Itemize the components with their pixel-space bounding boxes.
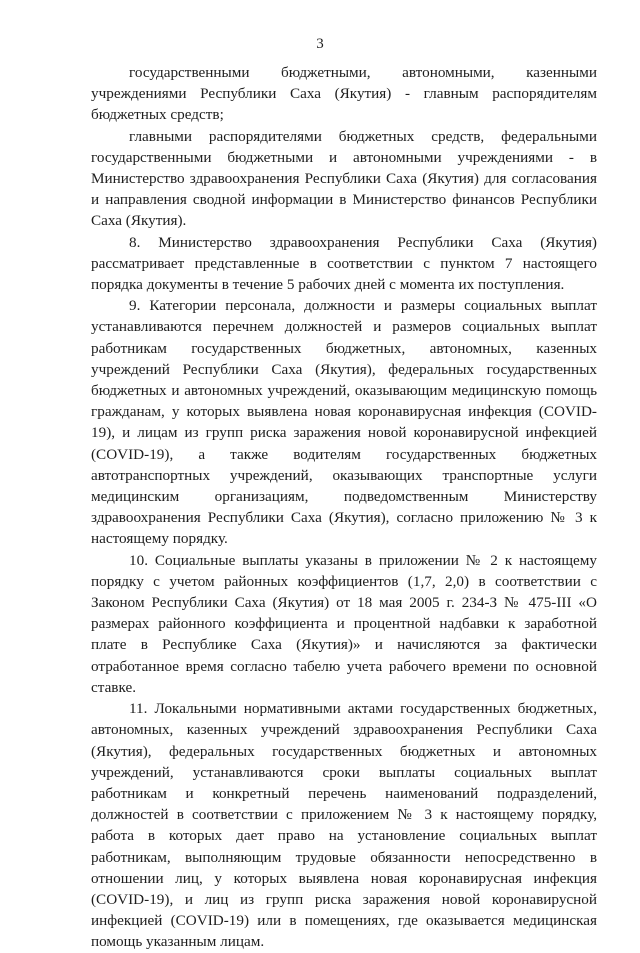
document-body <box>91 62 597 953</box>
paragraph-chief-managers: главными распорядителями бюджетных средств, федеральными государственными бюджетными и автономными учреждениями - в Министерство здравоохранения Республики Саха (Якутия) для согласования и направления сводной информации в Министерство финансов Республики Саха (Якутия). <box>91 127 597 230</box>
paragraph-8: 8. Министерство здравоохранения Республики Саха (Якутия) рассматривает представленные в соответствии с пунктом 7 настоящего порядка документы в течение 5 рабочих дней с момента их поступления. <box>91 233 597 294</box>
paragraph-11: 11. Локальными нормативными актами государственных бюджетных, автономных, казенных учреждений здравоохранения Республики Саха (Якутия), федеральных государственных бюджетных и автономных учреждений, устанавливаются сроки выплаты социальных выплат работникам и конкретный перечень наименований подразделений, должностей в соответствии с приложением № 3 к настоящему порядку, работа в которых дает право на установление социальных выплат работникам, выполняющим трудовые обязанности непосредственно в отношении лиц, у которых выявлена новая коронавирусная инфекция (COVID-19), и лиц из групп риска заражения новой коронавирусной инфекцией (COVID-19) или в помещениях, где оказывается медицинская помощь указанным лицам. <box>91 700 597 951</box>
paragraph-continuation: государственными бюджетными, автономными, казенными учреждениями Республики Саха (Якутия) - главным распорядителям бюджетных средств; <box>91 64 597 124</box>
paragraph-9: 9. Категории персонала, должности и размеры социальных выплат устанавливаются перечнем должностей и размеров социальных выплат работникам государственных бюджетных, автономных, казенных учреждений Республики Саха (Якутия), федеральных государственных бюджетных и автономных учреждений, оказывающим медицинскую помощь гражданам, у которых выявлена новая коронавирусная инфекция (COVID-19), и лицам из групп риска заражения новой коронавирусной инфекцией (COVID-19), а также водителям государственных бюджетных автотранспортных учреждений, оказывающих транспортные услуги медицинским организациям, подведомственным Министерству здравоохранения Республики Саха (Якутия), согласно приложению № 3 к настоящему порядку. <box>91 297 597 548</box>
page-number: 3 <box>316 36 324 52</box>
paragraph-10: 10. Социальные выплаты указаны в приложении № 2 к настоящему порядку с учетом районных коэффициентов (1,7, 2,0) в соответствии с Законом Республики Саха (Якутия) от 18 мая 2005 г. 234-З № 475-III «О размерах районного коэффициента и процентной надбавки к заработной плате в Республике Саха (Якутия)» и начисляются за фактически отработанное время согласно табелю учета рабочего времени по основной ставке. <box>91 551 597 696</box>
